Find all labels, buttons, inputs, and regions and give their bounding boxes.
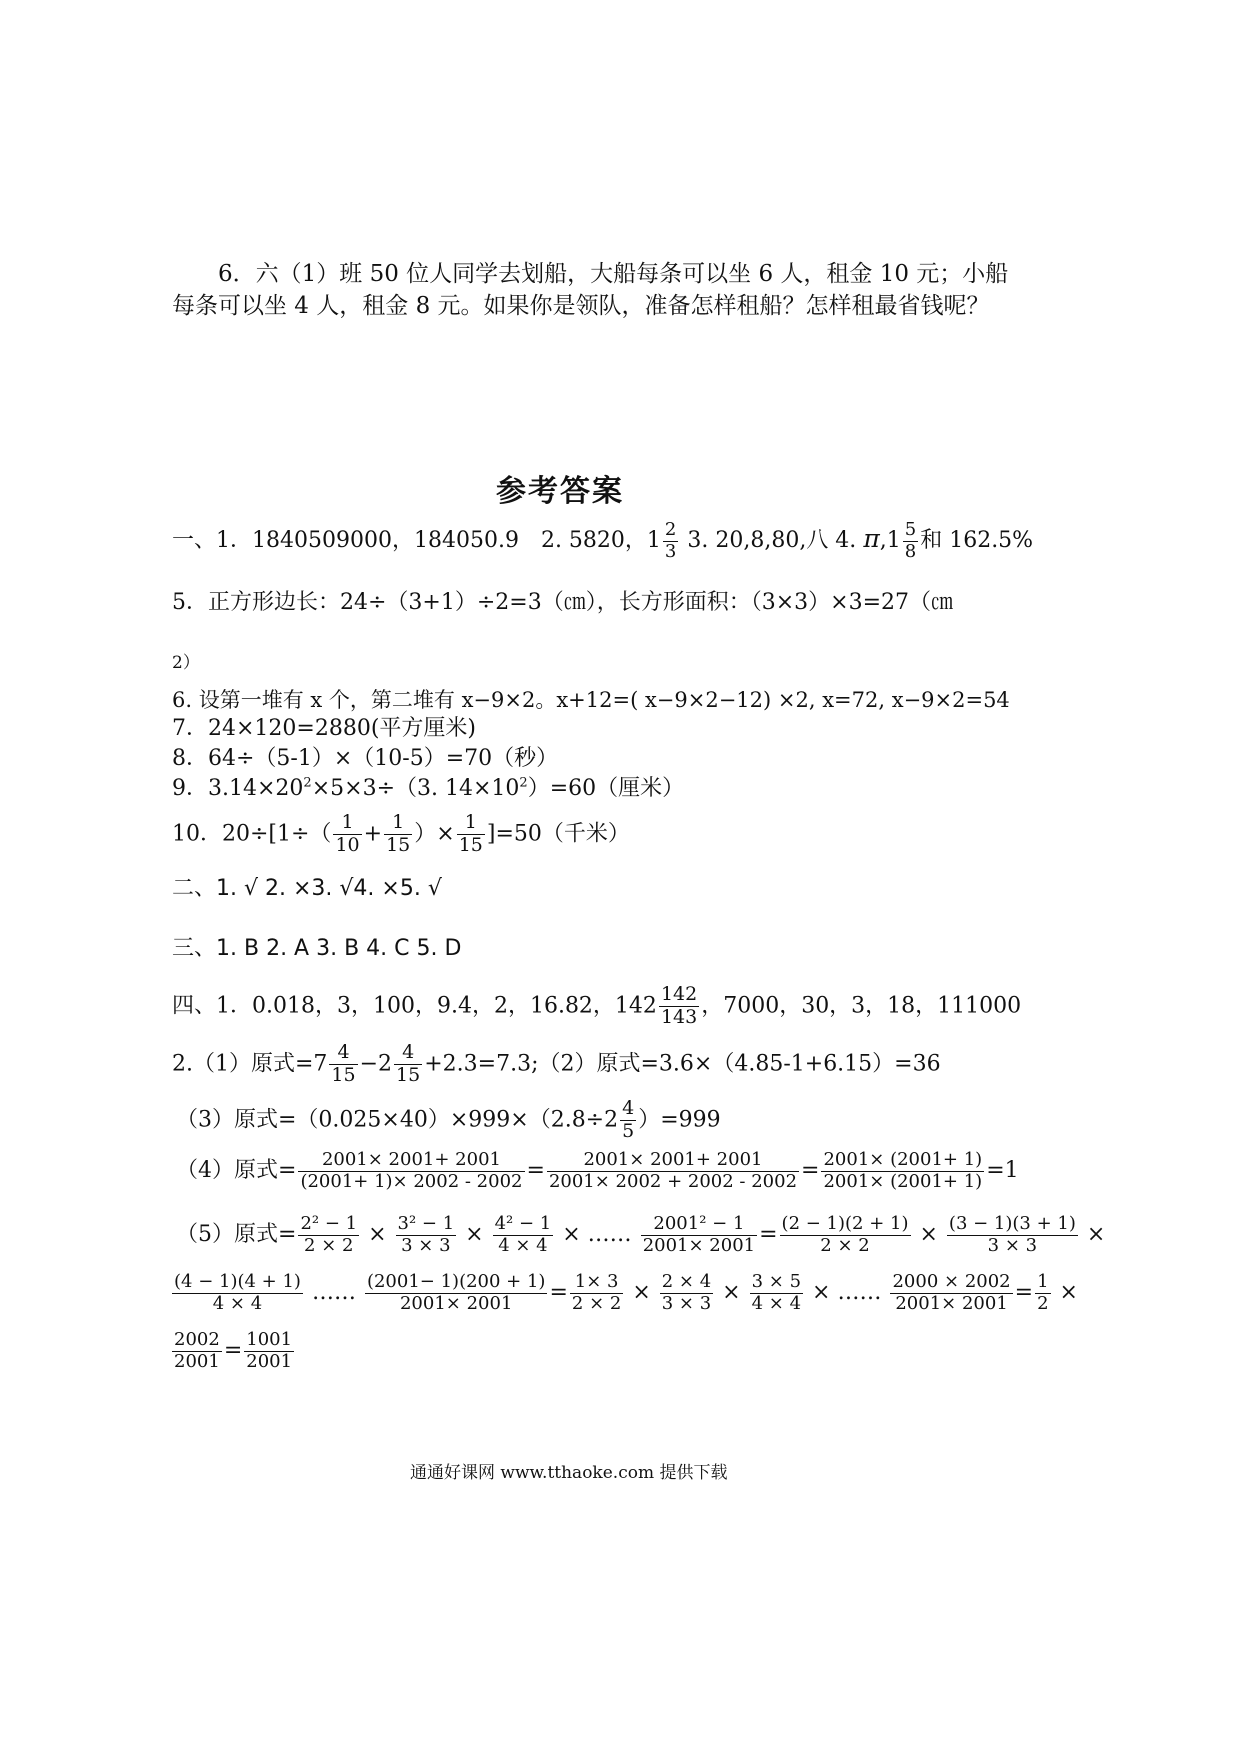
answer-1-item-6: 6. 设第一堆有 x 个，第二堆有 x−9×2。x+12=( x−9×2−12) ×2, x=72, x−9×2=54 [172,688,1010,712]
answer-1-item-5: 5．正方形边长：24÷（3+1）÷2=3（㎝），长方形面积：（3×3）×3=27（㎝ [172,590,954,615]
answer-1-item-10 [172,812,630,857]
fraction: $\frac{4}{5}$ [622,1097,635,1142]
fraction: $\frac{2}{3}$ [664,519,677,562]
answer-text: ）=999 [638,1107,721,1133]
fraction: $\frac{2000 \times 2002}{2001\times 2001}$ [892,1271,1011,1314]
fraction: $\frac{1\times 3}{2 \times 2}$ [571,1271,622,1314]
pi-symbol: π [863,524,880,554]
answer-1-item-8: 8．64÷（5-1）×（10-5）=70（秒） [172,746,559,771]
answer-4-part-5-line-1: （5）原式= $\frac{\text{2² − 1}}{2 \times 2}$ × $\frac{\text{3² − 1}}{3 \times 3}$ × $\frac{\text{4² − 1}}{4 \times 4}$ × …… $\frac{\text{2001² − 1}}{2001\times 2001}$ = $\frac{(2 - 1)(2 + 1)}{2 \times 2}$ × $\frac{(3 - 1)(3 + 1)}{3 \times 3}$ × [176,1213,1106,1256]
answer-text: ）=60（厘米） [527,776,685,801]
answer-text: 3. 20,8,80,八 4. [680,528,857,554]
fraction: $\frac{1}{2}$ [1037,1271,1049,1314]
page-footer: 通通好课网 www.tthaoke.com 提供下载 [410,1463,728,1483]
answer-text: ，7000，30，3，18，111000 [701,993,1022,1019]
question-6-line-2: 每条可以坐 4 人，租金 8 元。如果你是领队，准备怎样租船？怎样租最省钱呢？ [172,293,990,319]
fraction: $\frac{1}{15}$ [458,811,483,856]
fraction: $\frac{1}{15}$ [386,811,411,856]
answer-text: ,1 [879,528,901,554]
fraction: $\frac{1001}{2001}$ [246,1329,293,1372]
answer-text: +2.3=7.3;（2）原式=3.6×（4.85-1+6.15）=36 [424,1051,941,1077]
exponent: 2 [519,775,528,791]
fraction: $\frac{4}{15}$ [396,1041,421,1086]
exponent: 2 [303,775,312,791]
answer-4-part-5-line-2: $\frac{(4 - 1)(4 + 1)}{4 \times 4}$ …… $\frac{(2001- 1)(200 + 1)}{2001\times 2001}$ = $\frac{1\times 3}{2 \times 2}$ × $\frac{2 \times 4}{3 \times 3}$ × $\frac{3 \times 5}{4 \times 4}$ × …… $\frac{2000 \times 2002}{2001\times 2001}$ = $\frac{1}{2}$ × [174,1271,1078,1314]
answer-section-4-line-1 [172,984,1021,1029]
fraction: $\frac{1}{10}$ [335,811,360,856]
fraction: $\frac{\text{3² − 1}}{3 \times 3}$ [397,1213,455,1256]
fraction: $\frac{\text{4² − 1}}{4 \times 4}$ [494,1213,552,1256]
answer-section-3: 三、1. B 2. A 3. B 4. C 5. D [172,936,462,961]
fraction: $\frac{2001\times (2001+ 1)}{2001\times (2001+ 1)}$ [823,1149,983,1192]
ellipsis: × …… [562,1222,632,1248]
answer-4-part-1 [172,1042,941,1087]
answer-text: =1 [986,1158,1019,1184]
fraction: $\frac{(2 - 1)(2 + 1)}{2 \times 2}$ [781,1213,909,1256]
fraction: $\frac{(4 - 1)(4 + 1)}{4 \times 4}$ [174,1271,301,1314]
answer-text: 9．3.14×20 [172,776,304,801]
answer-text: ]=50（千米） [486,821,630,847]
fraction: $\frac{2 \times 4}{3 \times 3}$ [661,1271,712,1314]
answer-text: −2 [359,1051,393,1077]
page-title: 参考答案 [496,474,624,509]
answer-text: 一、1．1840509000，184050.9 2. 5820，1 [172,528,661,554]
answer-text: 10．20÷[1÷（ [172,821,332,847]
fraction: $\frac{3 \times 5}{4 \times 4}$ [751,1271,802,1314]
fraction: $\frac{142}{143}$ [660,983,698,1028]
fraction: $\frac{4}{15}$ [331,1041,356,1086]
ellipsis: …… [311,1280,356,1306]
fraction: $\frac{\text{2001² − 1}}{2001\times 2001}$ [642,1213,756,1256]
fraction: $\frac{\text{2² − 1}}{2 \times 2}$ [300,1213,358,1256]
answer-text: ×5×3÷（3. 14×10 [311,776,520,801]
answer-section-2: 二、1. √ 2. ×3. √4. ×5. √ [172,876,442,901]
ellipsis: × …… [812,1280,882,1306]
answer-4-part-3 [176,1098,721,1143]
fraction: $\frac{(2001- 1)(200 + 1)}{2001\times 2001}$ [366,1271,546,1314]
fraction: $\frac{5}{8}$ [904,519,917,562]
answer-text: ）× [414,821,455,847]
fraction: $\frac{2001\times 2001+ 2001}{(2001+ 1)\times 2002 - 2002}$ [300,1149,523,1192]
answer-text: （4）原式= [176,1158,297,1184]
answer-1-item-7: 7．24×120=2880(平方厘米) [172,716,477,741]
plus-sign: + [363,821,383,847]
answer-text: （3）原式=（0.025×40）×999×（2.8÷2 [176,1107,619,1133]
answer-text: （5）原式= [176,1222,297,1248]
answer-1-item-5-continued: 2） [172,653,200,673]
answer-1-item-9 [172,775,685,801]
answer-section-1-line-1 [172,520,1033,562]
answer-text: 和 162.5% [920,528,1034,554]
answer-4-part-4: （4）原式= $\frac{2001\times 2001+ 2001}{(2001+ 1)\times 2002 - 2002}$ = $\frac{2001\times 2001+ 2001}{2001\times 2002 + 2002 - 2002}$ = $\frac{2001\times (2001+ 1)}{2001\times (2001+ 1)}$ =1 [176,1149,1019,1192]
fraction: $\frac{2002}{2001}$ [174,1329,220,1372]
fraction: $\frac{(3 - 1)(3 + 1)}{3 \times 3}$ [948,1213,1076,1256]
question-6-line-1: 6．六（1）班 50 位人同学去划船，大船每条可以坐 6 人，租金 10 元；小船 [218,261,1009,287]
answer-4-part-5-line-3: $\frac{2002}{2001}$ = $\frac{1001}{2001}$ [174,1329,293,1372]
answer-text: 四、1．0.018，3，100，9.4，2，16.82，142 [172,993,657,1019]
answer-text: 2.（1）原式=7 [172,1051,328,1077]
fraction: $\frac{2001\times 2001+ 2001}{2001\times 2002 + 2002 - 2002}$ [548,1149,798,1192]
